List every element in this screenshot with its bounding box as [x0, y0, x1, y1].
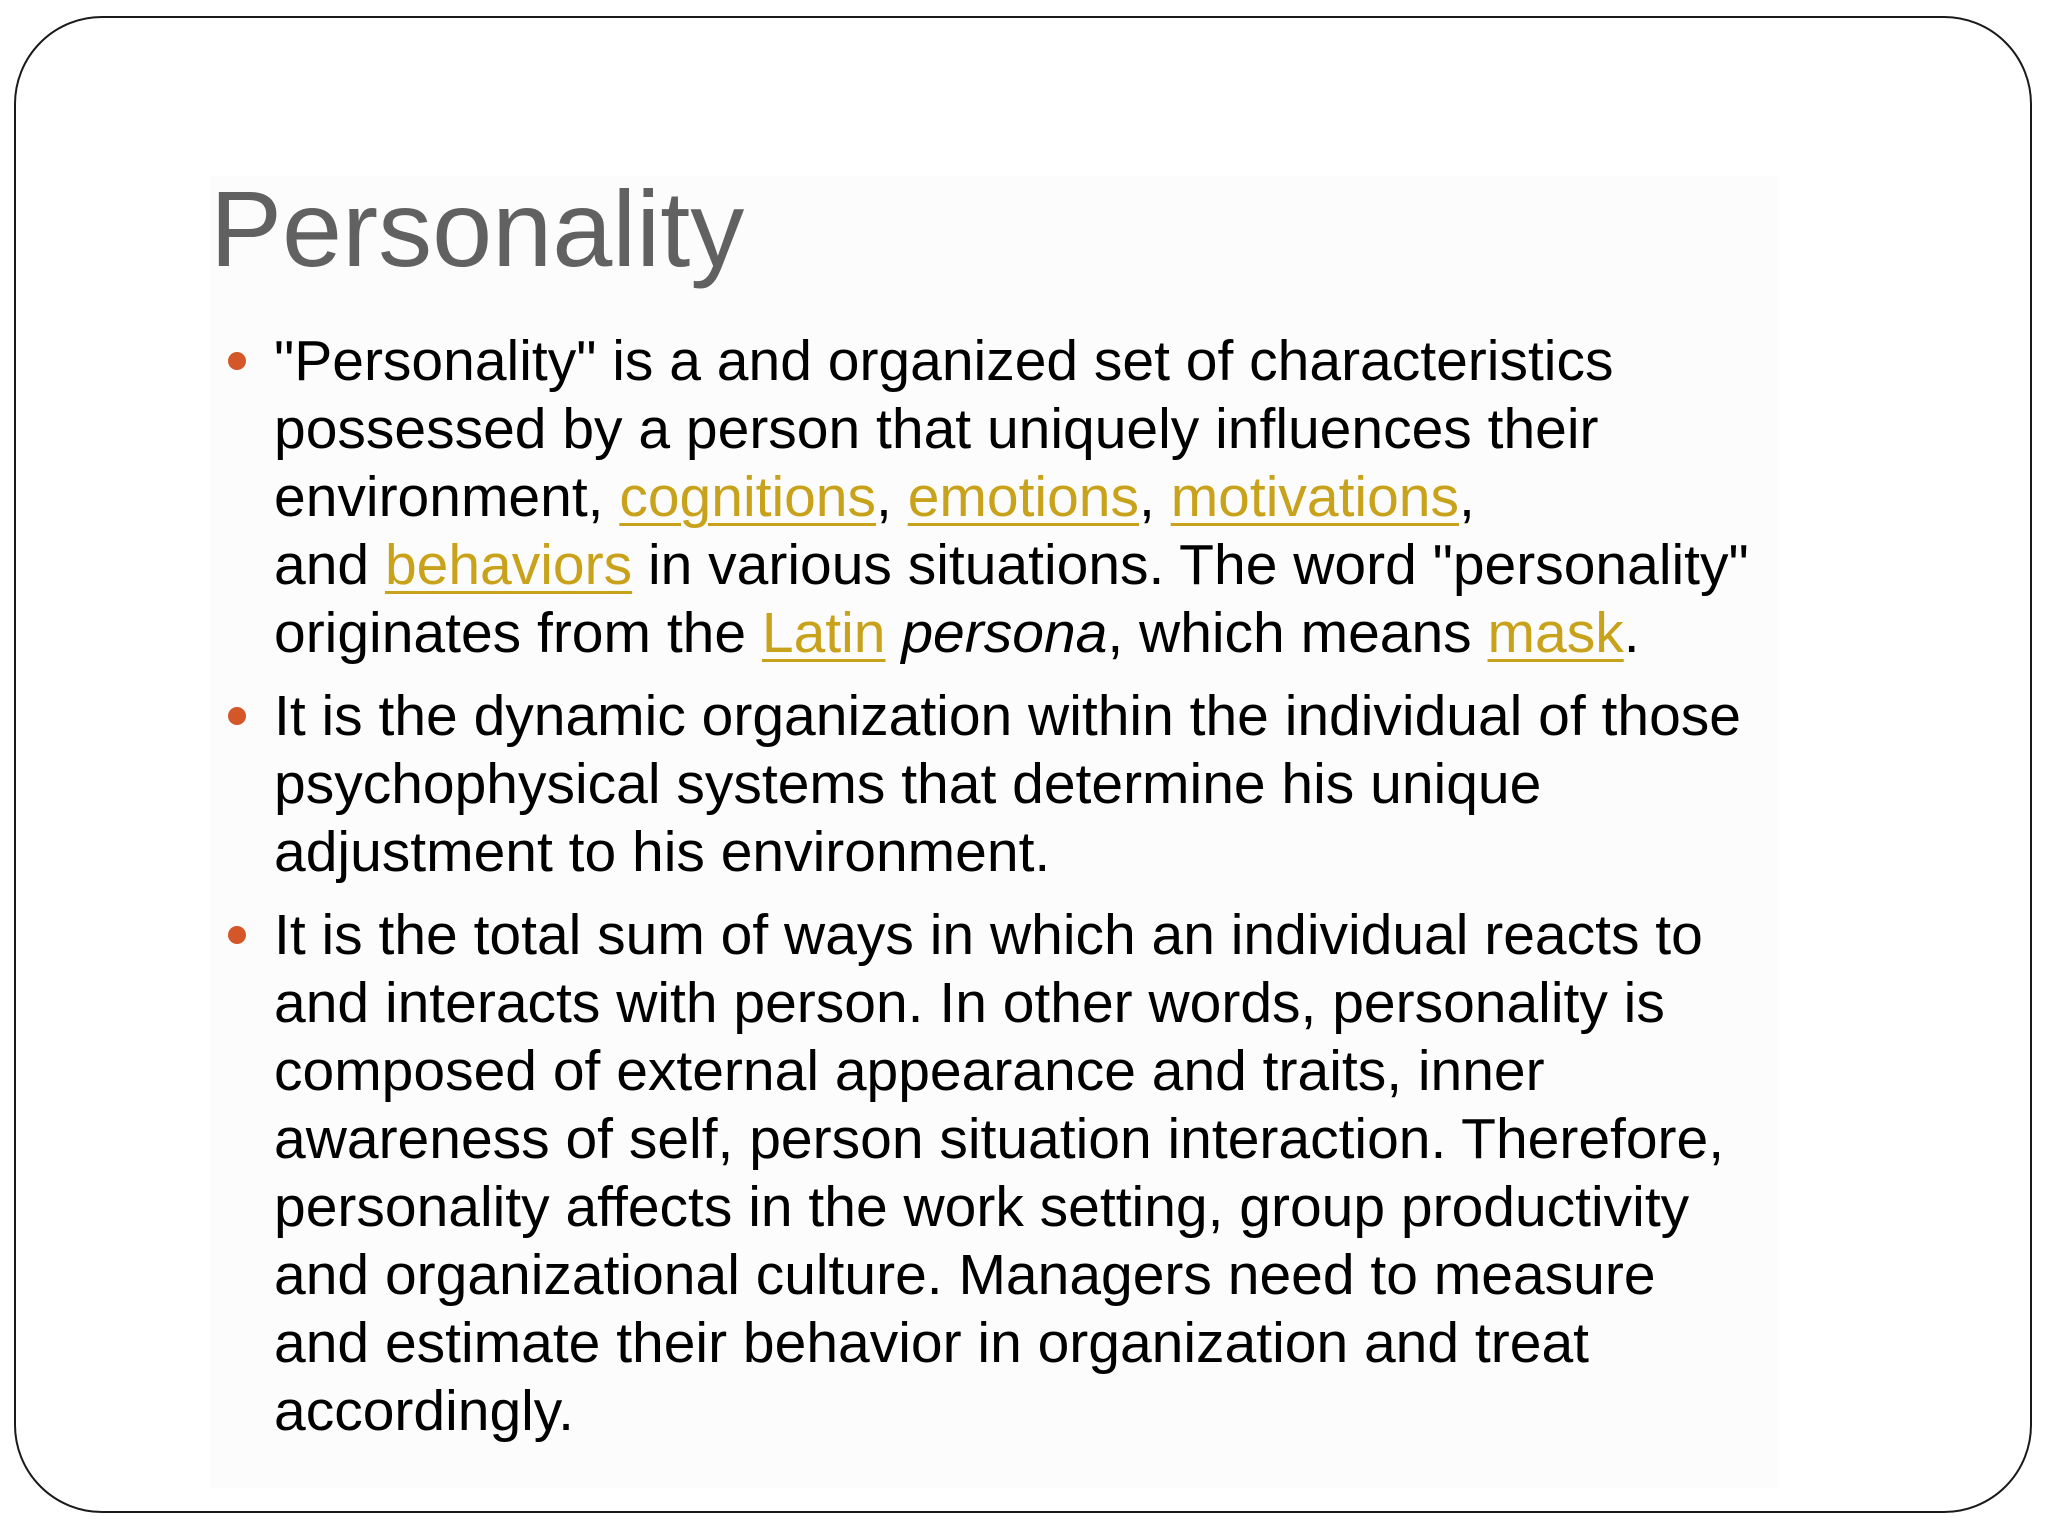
italic-term: persona — [901, 601, 1108, 665]
hyperlink-mask[interactable]: mask — [1487, 601, 1624, 665]
text-run: in various situations. The word "personality" — [632, 533, 1749, 597]
bullet-text-line — [274, 599, 2014, 667]
text-run: adjustment to his environment. — [274, 820, 1051, 884]
slide-title: Personality — [210, 168, 745, 289]
bullet-text-line — [274, 682, 2014, 750]
bullet-text-line — [274, 395, 2014, 463]
text-run: personality affects in the work setting, group productivity — [274, 1175, 1690, 1239]
bullet-list — [274, 327, 2014, 1460]
text-run: . — [1623, 601, 1640, 665]
text-run: "Personality" is a and organized set of characteristics — [274, 329, 1614, 393]
bullet-text-line — [274, 750, 2014, 818]
bullet-text-line — [274, 1377, 2014, 1445]
text-run: and interacts with person. In other words, personality is — [274, 971, 1665, 1035]
bullet-text-line — [274, 1037, 2014, 1105]
text-run: It is the total sum of ways in which an individual reacts to — [274, 903, 1703, 967]
bullet-text-line — [274, 1241, 2014, 1309]
text-run: It is the dynamic organization within the individual of those — [274, 684, 1741, 748]
text-run: and organizational culture. Managers need to measure — [274, 1243, 1656, 1307]
text-run: accordingly. — [274, 1379, 574, 1443]
bullet-dot-icon — [228, 926, 246, 944]
text-run: , — [876, 465, 908, 529]
hyperlink-cognitions[interactable]: cognitions — [619, 465, 877, 529]
bullet-text-line — [274, 463, 2014, 531]
bullet-text-line — [274, 531, 2014, 599]
bullet-text-line — [274, 1173, 2014, 1241]
bullet-item — [274, 682, 2014, 886]
text-run: awareness of self, person situation interaction. Therefore, — [274, 1107, 1725, 1171]
bullet-item — [274, 327, 2014, 667]
bullet-text-line — [274, 969, 2014, 1037]
bullet-dot-icon — [228, 707, 246, 725]
text-run: , — [1139, 465, 1171, 529]
text-run: possessed by a person that uniquely influences their — [274, 397, 1599, 461]
bullet-text-line — [274, 327, 2014, 395]
hyperlink-behaviors[interactable]: behaviors — [384, 533, 633, 597]
bullet-text-line — [274, 818, 2014, 886]
text-run: and — [274, 533, 385, 597]
text-run: environment, — [274, 465, 620, 529]
text-run: originates from the — [274, 601, 762, 665]
hyperlink-motivations[interactable]: motivations — [1170, 465, 1459, 529]
hyperlink-latin[interactable]: Latin — [761, 601, 886, 665]
bullet-item — [274, 901, 2014, 1445]
bullet-text-line — [274, 1309, 2014, 1377]
bullet-dot-icon — [228, 352, 246, 370]
text-run: , — [1458, 465, 1475, 529]
text-run: , which means — [1107, 601, 1488, 665]
text-run: composed of external appearance and traits, inner — [274, 1039, 1545, 1103]
text-run: and estimate their behavior in organization and treat — [274, 1311, 1589, 1375]
hyperlink-emotions[interactable]: emotions — [907, 465, 1139, 529]
bullet-text-line — [274, 901, 2014, 969]
text-run — [886, 601, 902, 665]
text-run: psychophysical systems that determine his unique — [274, 752, 1542, 816]
bullet-text-line — [274, 1105, 2014, 1173]
